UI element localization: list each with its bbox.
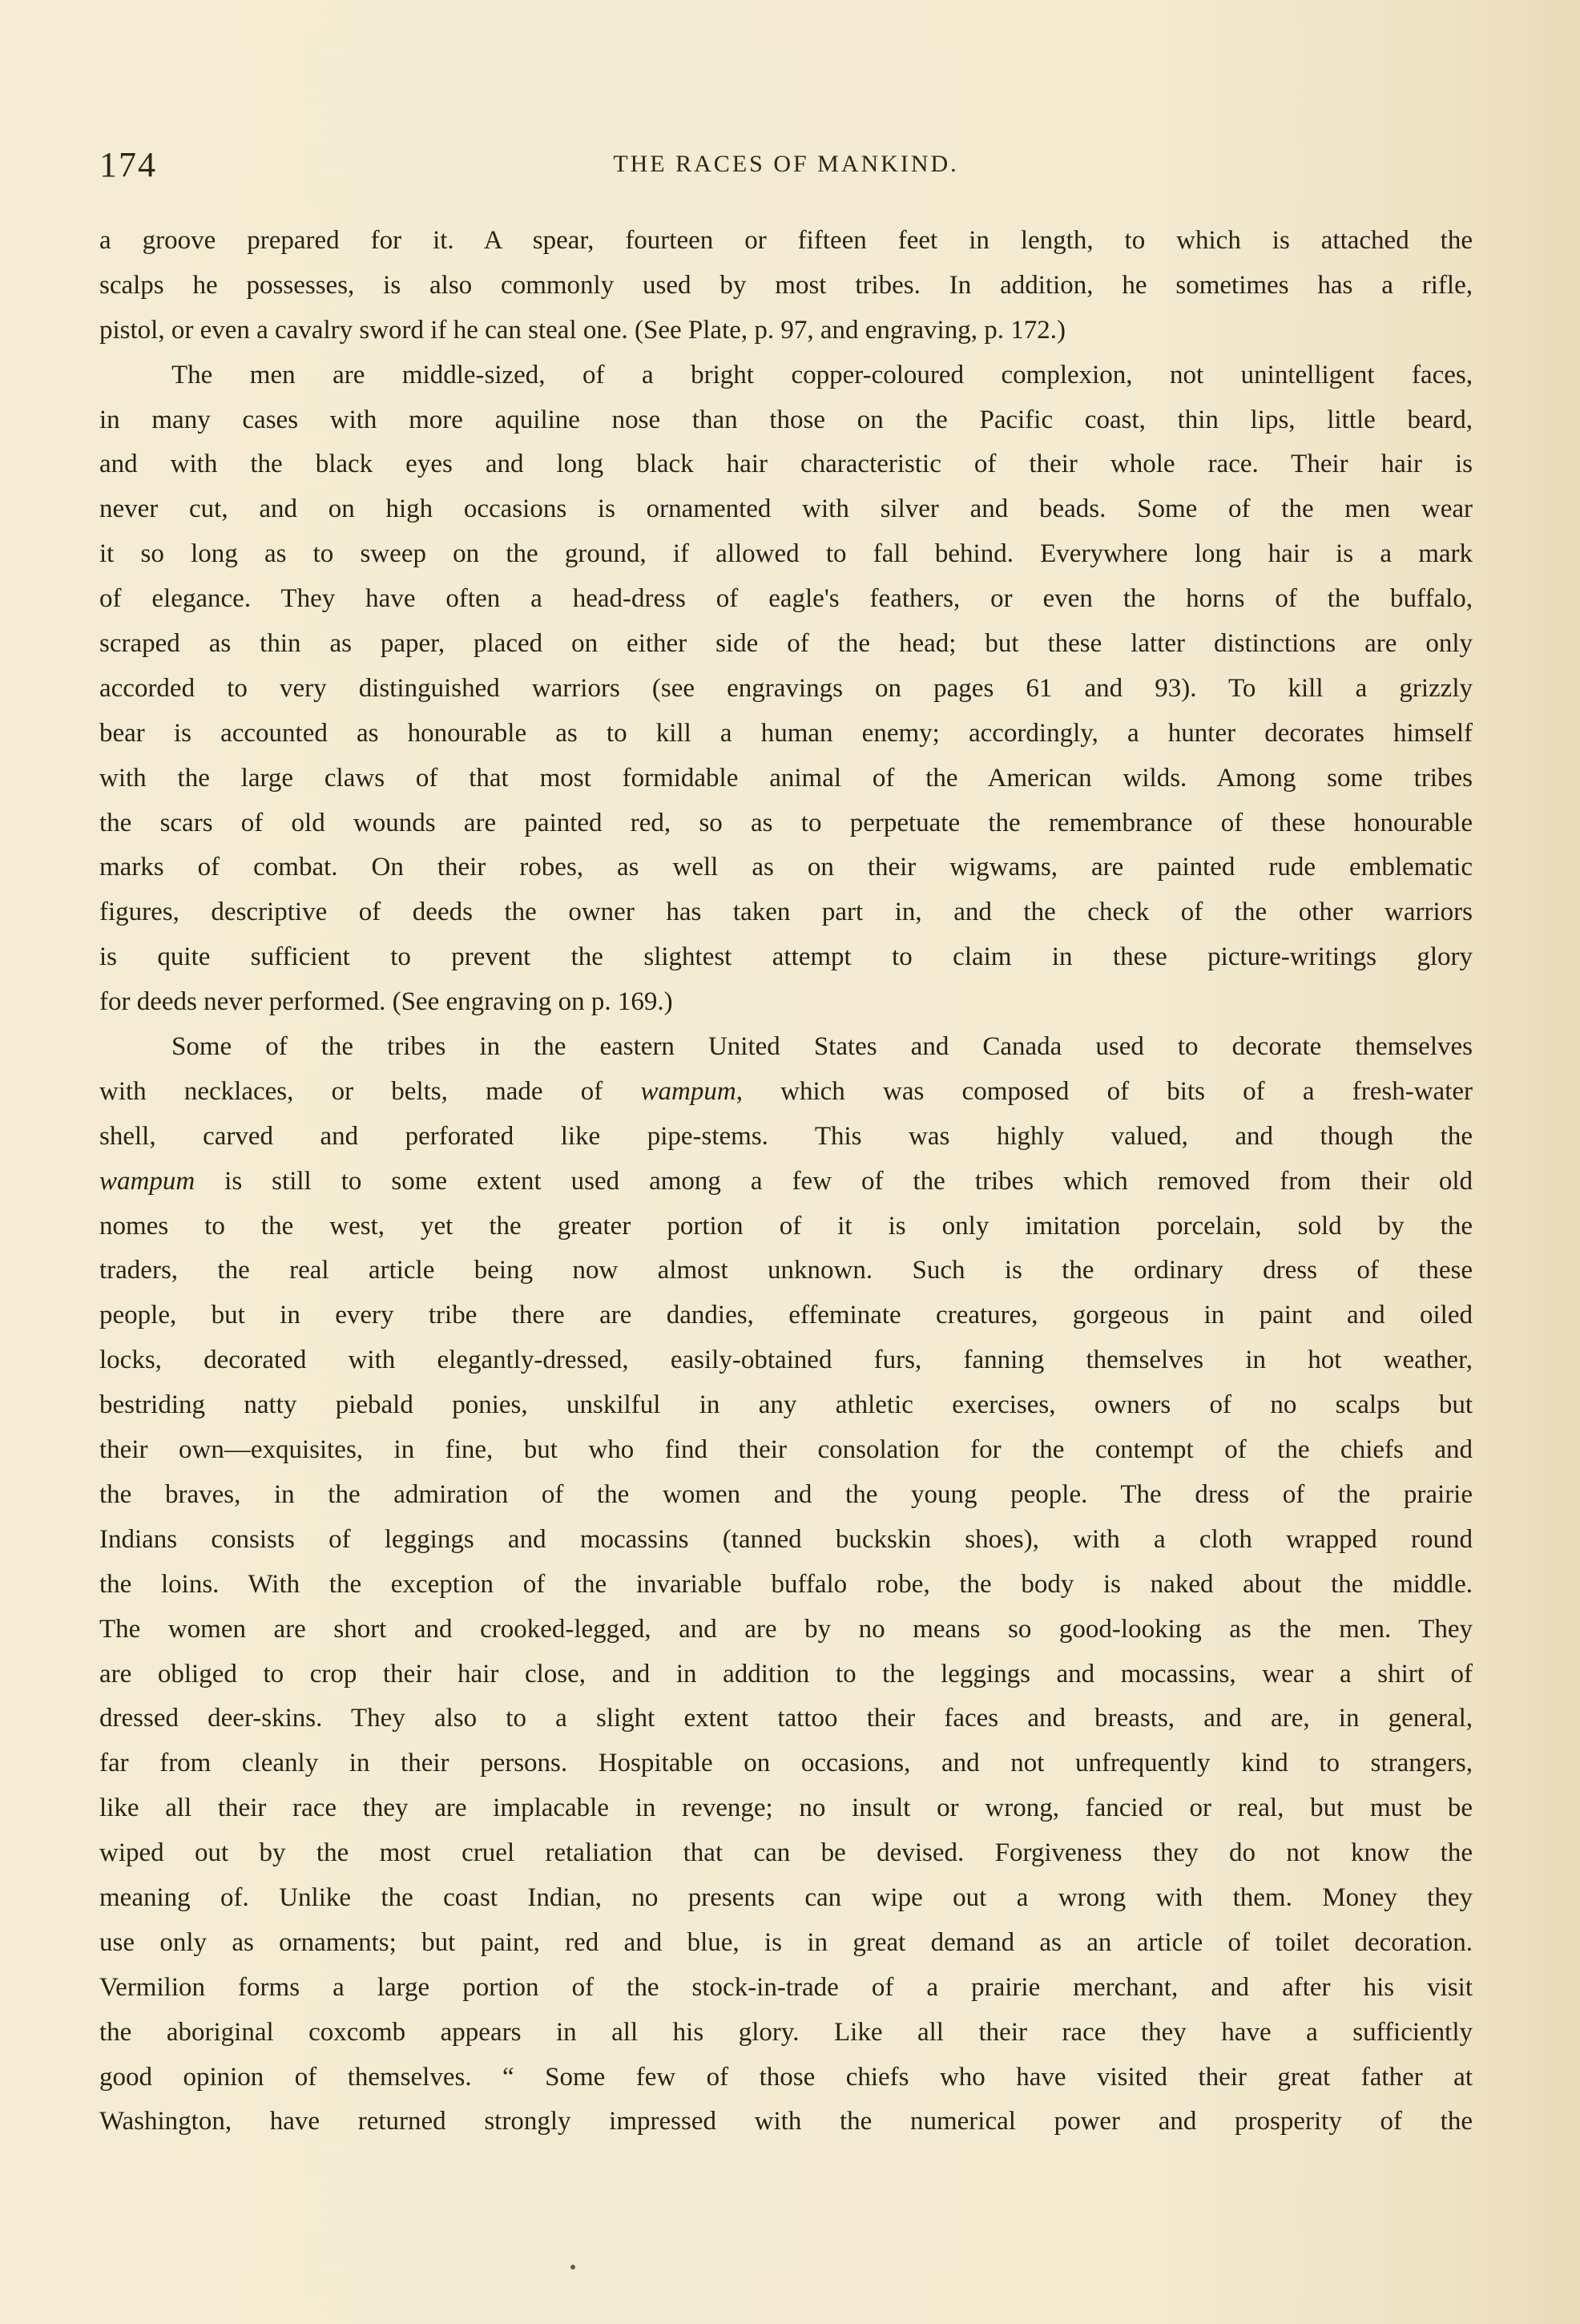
- text-line: people, but in every tribe there are dandies, effeminate creatures, gorgeous in paint and oiled: [99, 1301, 1473, 1330]
- text-line: in many cases with more aquiline nose than those on the Pacific coast, thin lips, little beard,: [99, 405, 1473, 434]
- ink-speck: [570, 2265, 575, 2270]
- text-line: wiped out by the most cruel retaliation that can be devised. Forgiveness they do not know the: [99, 1838, 1473, 1868]
- text-line: scalps he possesses, is also commonly used by most tribes. In addition, he sometimes has a rifle,: [99, 270, 1473, 300]
- text-line: of elegance. They have often a head-dress of eagle's feathers, or even the horns of the buffalo,: [99, 584, 1473, 614]
- text-line: Indians consists of leggings and mocassins (tanned buckskin shoes), with a cloth wrapped round: [99, 1524, 1473, 1554]
- text-line: never cut, and on high occasions is ornamented with silver and beads. Some of the men wear: [99, 494, 1473, 524]
- text-line: locks, decorated with elegantly-dressed, easily-obtained furs, fanning themselves in hot weather,: [99, 1346, 1473, 1375]
- text-line: traders, the real article being now almost unknown. Such is the ordinary dress of these: [99, 1256, 1473, 1285]
- text-line: accorded to very distinguished warriors (see engravings on pages 61 and 93). To kill a grizzly: [99, 673, 1473, 703]
- text-line: and with the black eyes and long black hair characteristic of their whole race. Their hair is: [99, 450, 1473, 479]
- running-head: [99, 144, 1473, 192]
- text-line: good opinion of themselves. “ Some few of those chiefs who have visited their great father at: [99, 2062, 1473, 2092]
- text-line: Vermilion forms a large portion of the stock-in-trade of a prairie merchant, and after his visit: [99, 1972, 1473, 2002]
- text-segment: is still to some extent used among a few of the tribes which removed from their old: [195, 1166, 1473, 1196]
- text-line: far from cleanly in their persons. Hospitable on occasions, and not unfrequently kind to strangers,: [99, 1749, 1473, 1778]
- text-line: use only as ornaments; but paint, red and blue, is in great demand as an article of toilet decoration.: [99, 1927, 1473, 1957]
- wampum-term: wampum: [99, 1166, 195, 1196]
- text-line: bear is accounted as honourable as to kill a human enemy; accordingly, a hunter decorates himself: [99, 718, 1473, 748]
- text-line: a groove prepared for it. A spear, fourteen or fifteen feet in length, to which is attached the: [99, 226, 1473, 255]
- running-title: THE RACES OF MANKIND.: [613, 151, 959, 177]
- text-line: the aboriginal coxcomb appears in all his glory. Like all their race they have a sufficiently: [99, 2017, 1473, 2047]
- text-line: nomes to the west, yet the greater portion of it is only imitation porcelain, sold by the: [99, 1211, 1473, 1241]
- text-line: it so long as to sweep on the ground, if allowed to fall behind. Everywhere long hair is a mark: [99, 539, 1473, 569]
- body-text: [99, 219, 1473, 2144]
- text-line: with the large claws of that most formidable animal of the American wilds. Among some tribes: [99, 763, 1473, 793]
- text-line: the loins. With the exception of the invariable buffalo robe, the body is naked about the middle.: [99, 1569, 1473, 1599]
- wampum-term: wampum: [640, 1076, 736, 1106]
- text-segment: with necklaces, or belts, made of: [99, 1076, 641, 1106]
- text-line: dressed deer-skins. They also to a slight extent tattoo their faces and breasts, and are, in general,: [99, 1704, 1473, 1733]
- page-number: 174: [99, 145, 157, 184]
- text-line: their own—exquisites, in fine, but who find their consolation for the contempt of the chiefs and: [99, 1435, 1473, 1465]
- text-line: are obliged to crop their hair close, and in addition to the leggings and mocassins, wear a shirt of: [99, 1659, 1473, 1689]
- text-line: [99, 1160, 1473, 1204]
- text-line: for deeds never performed. (See engraving on p. 169.): [99, 987, 673, 1017]
- text-line: meaning of. Unlike the coast Indian, no presents can wipe out a wrong with them. Money they: [99, 1882, 1473, 1912]
- text-line: shell, carved and perforated like pipe-stems. This was highly valued, and though the: [99, 1121, 1473, 1151]
- text-segment: , which was composed of bits of a fresh-water: [736, 1076, 1473, 1106]
- text-line: Washington, have returned strongly impressed with the numerical power and prosperity of the: [99, 2107, 1473, 2136]
- text-line: [99, 1070, 1473, 1115]
- paragraph-start-line: Some of the tribes in the eastern United States and Canada used to decorate themselves: [171, 1032, 1473, 1062]
- text-line: the braves, in the admiration of the women and the young people. The dress of the prairie: [99, 1479, 1473, 1509]
- text-line: figures, descriptive of deeds the owner has taken part in, and the check of the other warriors: [99, 898, 1473, 927]
- text-line: pistol, or even a cavalry sword if he can steal one. (See Plate, p. 97, and engraving, p. 172.): [99, 315, 1066, 345]
- text-line: the scars of old wounds are painted red, so as to perpetuate the remembrance of these honourable: [99, 808, 1473, 837]
- text-line: scraped as thin as paper, placed on either side of the head; but these latter distinctions are only: [99, 629, 1473, 659]
- paragraph-start-line: The men are middle-sized, of a bright copper-coloured complexion, not unintelligent faces,: [171, 360, 1473, 389]
- text-line: The women are short and crooked-legged, and are by no means so good-looking as the men. They: [99, 1614, 1473, 1644]
- text-line: like all their race they are implacable in revenge; no insult or wrong, fancied or real, but must be: [99, 1793, 1473, 1823]
- text-line: bestriding natty piebald ponies, unskilful in any athletic exercises, owners of no scalps but: [99, 1390, 1473, 1420]
- text-line: is quite sufficient to prevent the slightest attempt to claim in these picture-writings glory: [99, 942, 1473, 972]
- text-line: marks of combat. On their robes, as well as on their wigwams, are painted rude emblematic: [99, 853, 1473, 882]
